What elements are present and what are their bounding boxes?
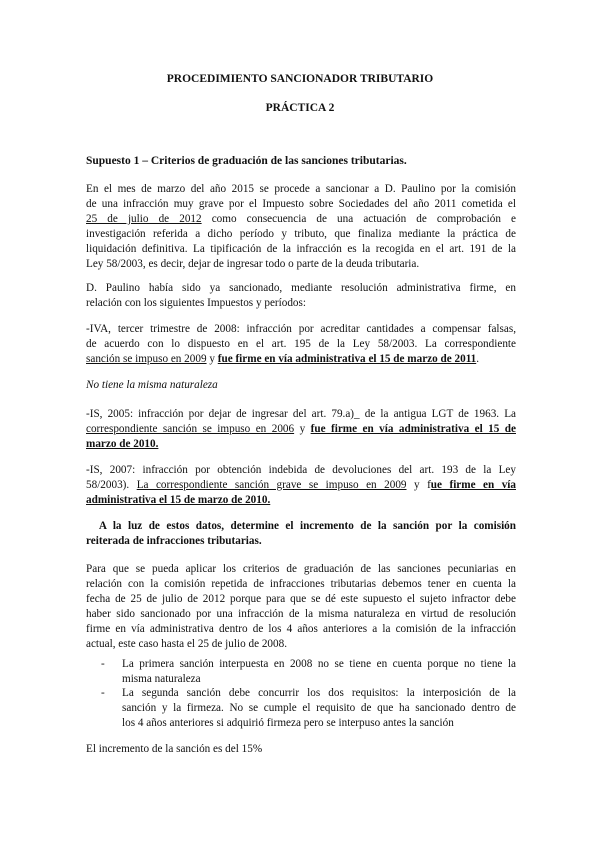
answer-paragraph — [86, 562, 516, 652]
paragraph-is-2007 — [86, 463, 516, 508]
list-item — [101, 686, 516, 731]
text-line: liquidación definitiva. La tipificación de la infracción es la recogida en el art. 191 de la — [86, 243, 516, 255]
text-line: La primera sanción interpuesta en 2008 no se tiene en cuenta porque no tiene la — [122, 658, 516, 670]
document-title: PROCEDIMIENTO SANCIONADOR TRIBUTARIO — [166, 73, 434, 85]
text-line: 25 de julio de 2012 como consecuencia de una actuación de comprobación e — [86, 213, 516, 225]
bullet-dash: - — [101, 658, 105, 670]
section-heading: Supuesto 1 – Criterios de graduación de las sanciones tributarias. — [86, 155, 407, 167]
list-item — [101, 657, 516, 687]
text-line: investigación referida a dicho período y tributo, que finaliza mediante la práctica de — [86, 228, 516, 240]
text-line: relación con los siguientes Impuestos y períodos: — [86, 297, 306, 309]
paragraph-is-2005 — [86, 407, 516, 452]
text-line: A la luz de estos datos, determine el incremento de la sanción por la comisión — [86, 520, 516, 532]
infraction-date: 25 de julio de 2012 — [86, 213, 202, 225]
text-line: -IVA, tercer trimestre de 2008: infracción por acreditar cantidades a compensar falsas, — [86, 323, 516, 335]
text-line: La segunda sanción debe concurrir los dos requisitos: la interposición de la — [122, 687, 516, 699]
text-line: marzo de 2010. — [86, 438, 159, 450]
text-line: -IS, 2005: infracción por dejar de ingresar del art. 79.a)_ de la antigua LGT de 1963. La — [86, 408, 516, 420]
document-subtitle: PRÁCTICA 2 — [265, 102, 335, 114]
text-line: actual, este caso hasta el 25 de julio de 2008. — [86, 638, 287, 650]
text-line: En el mes de marzo del año 2015 se procede a sancionar a D. Paulino por la comisión — [86, 183, 516, 195]
text-line: Para que se pueda aplicar los criterios de graduación de las sanciones pecuniarias en — [86, 563, 516, 575]
paragraph-case-intro — [86, 182, 516, 272]
text-line: relación con la comisión repetida de infracciones tributarias debemos tener en cuenta la — [86, 578, 516, 590]
text-line: Ley 58/2003, es decir, dejar de ingresar todo o parte de la deuda tributaria. — [86, 258, 420, 270]
text-line: haber sido sancionado por una infracción de la misma naturaleza en virtud de resolución — [86, 608, 516, 620]
text-line: D. Paulino había sido ya sancionado, mediante resolución administrativa firme, en — [86, 282, 516, 294]
text-line: de una infracción muy grave por el Impuesto sobre Sociedades del año 2011 cometida el — [86, 198, 516, 210]
text-line: 58/2003). La correspondiente sanción grave se impuso en 2009 y fue firme en vía — [86, 479, 516, 491]
paragraph-prior-sanctions — [86, 281, 516, 311]
text-line: correspondiente sanción se impuso en 2006 y fue firme en vía administrativa el 15 de — [86, 423, 516, 435]
text-line: sanción se impuso en 2009 y fue firme en vía administrativa el 15 de marzo de 2011. — [86, 353, 480, 365]
text-line: administrativa el 15 de marzo de 2010. — [86, 494, 271, 506]
text-line: firme en vía administrativa dentro de los 4 años anteriores a la comisión de la infracción — [86, 623, 516, 635]
question-paragraph — [86, 519, 516, 549]
note-not-same-nature: No tiene la misma naturaleza — [86, 379, 218, 391]
text-line: misma naturaleza — [122, 673, 201, 685]
bullet-dash: - — [101, 687, 105, 699]
text-line: reiterada de infracciones tributarias. — [86, 535, 262, 547]
conclusion: El incremento de la sanción es del 15% — [86, 743, 263, 755]
text-line: fecha de 25 de julio de 2012 porque para que se dé este supuesto el sujeto infractor debe — [86, 593, 516, 605]
text-line: los 4 años anteriores si adquirió firmeza pero se interpuso antes la sanción — [122, 717, 454, 729]
paragraph-iva-2008 — [86, 322, 516, 367]
text-line: de acuerdo con lo dispuesto en el art. 195 de la Ley 58/2003. La correspondiente — [86, 338, 516, 350]
text-line: -IS, 2007: infracción por obtención indebida de devoluciones del art. 193 de la Ley — [86, 464, 516, 476]
text-line: sanción y la firmeza. No se cumple el requisito de que ha sancionado dentro de — [122, 702, 516, 714]
